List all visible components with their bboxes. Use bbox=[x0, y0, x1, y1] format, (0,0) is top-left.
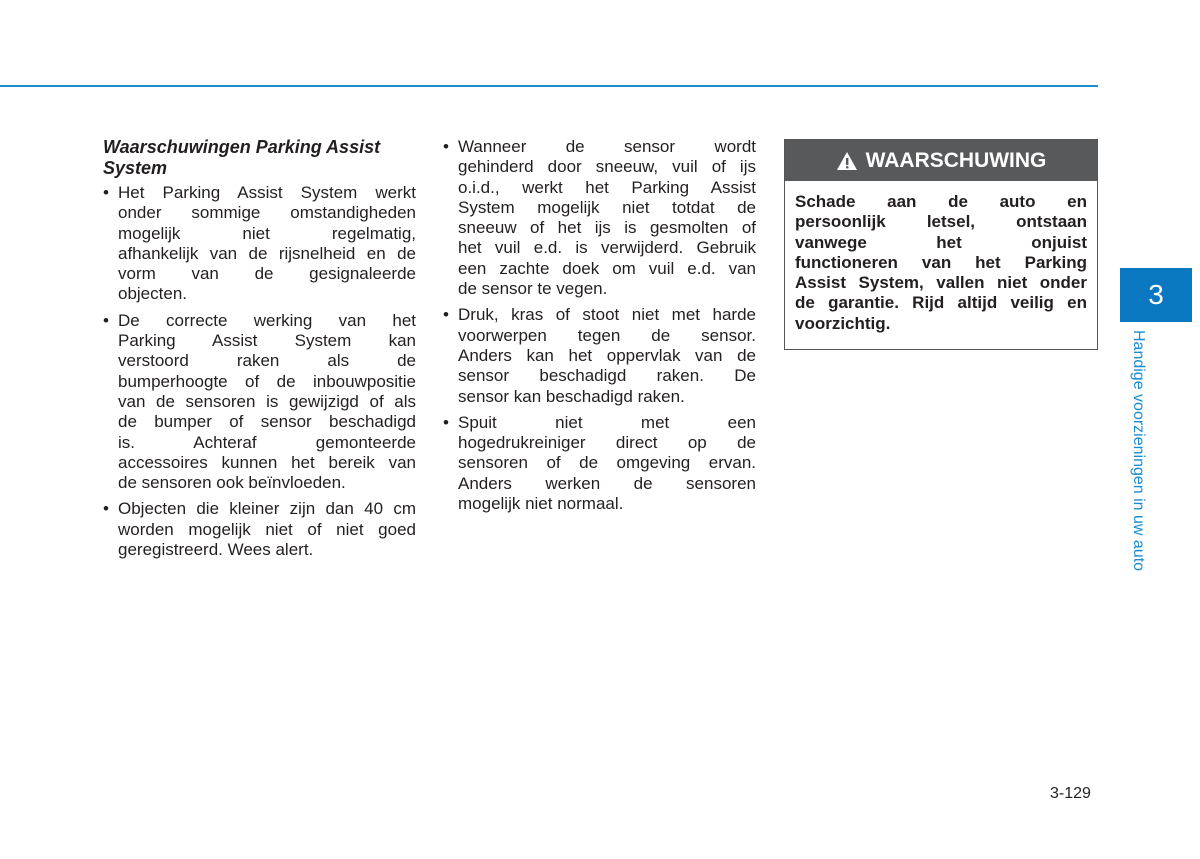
text-line: vorm van de gesignaleerde bbox=[118, 264, 416, 284]
warning-title: WAARSCHUWING bbox=[865, 148, 1047, 172]
text-line: Anders kan het oppervlak van de bbox=[458, 345, 756, 365]
text-line: de bumper of sensor beschadigd bbox=[118, 412, 416, 432]
text-line: Druk, kras of stoot niet met harde bbox=[458, 305, 756, 325]
text-line: sneeuw of het ijs is gesmolten of bbox=[458, 218, 756, 238]
text-line: is. Achteraf gemonteerde bbox=[118, 432, 416, 452]
bullet-dot: • bbox=[443, 305, 449, 325]
text-line: afhankelijk van de rijsnelheid en de bbox=[118, 243, 416, 263]
bullet-dot: • bbox=[443, 137, 449, 156]
text-line: voorwerpen tegen de sensor. bbox=[458, 325, 756, 345]
bullet-list-left bbox=[103, 183, 416, 560]
text-line: Anders werken de sensoren bbox=[458, 473, 756, 493]
warning-line: persoonlijk letsel, ontstaan bbox=[795, 212, 1087, 232]
text-line: een zachte doek om vuil e.d. van bbox=[458, 258, 756, 278]
text-line: mogelijk niet normaal. bbox=[458, 494, 624, 514]
warning-text bbox=[785, 181, 1097, 334]
text-line: bumperhoogte of de inbouwpositie bbox=[118, 371, 416, 391]
chapter-tab bbox=[1120, 268, 1192, 322]
bullet-list-middle bbox=[443, 137, 756, 514]
text-line: de sensoren ook beïnvloeden. bbox=[118, 473, 346, 493]
column-middle bbox=[443, 137, 756, 520]
text-line: Het Parking Assist System werkt bbox=[118, 183, 416, 202]
warning-line: Schade aan de auto en bbox=[795, 192, 1087, 211]
text-line: geregistreerd. Wees alert. bbox=[118, 540, 314, 560]
text-line: objecten. bbox=[118, 284, 187, 304]
header-rule bbox=[0, 85, 1098, 87]
page-number: 3-129 bbox=[1050, 785, 1091, 802]
warning-header bbox=[785, 140, 1097, 181]
text-line: Spuit niet met een bbox=[458, 412, 756, 432]
bullet-dot: • bbox=[103, 183, 109, 202]
text-line: verstoord raken als de bbox=[118, 351, 416, 371]
chapter-number: 3 bbox=[1148, 279, 1164, 310]
text-line: sensor kan beschadigd raken. bbox=[458, 386, 685, 406]
text-line: Wanneer de sensor wordt bbox=[458, 137, 756, 156]
list-item bbox=[103, 311, 416, 494]
warning-line: voorzichtig. bbox=[795, 313, 891, 333]
text-line: accessoires kunnen het bereik van bbox=[118, 452, 416, 472]
warning-line: de garantie. Rijd altijd veilig en bbox=[795, 293, 1087, 313]
text-line: worden mogelijk niet of niet goed bbox=[118, 519, 416, 539]
heading-line: Waarschuwingen Parking Assist bbox=[103, 137, 381, 157]
chapter-title: Handige voorzieningen in uw auto bbox=[1130, 330, 1147, 572]
warning-line: functioneren van het Parking bbox=[795, 252, 1087, 272]
text-line: Parking Assist System kan bbox=[118, 331, 416, 351]
text-line: mogelijk niet regelmatig, bbox=[118, 223, 416, 243]
text-line: Objecten die kleiner zijn dan 40 cm bbox=[118, 499, 416, 519]
list-item bbox=[103, 183, 416, 305]
text-line: sensor beschadigd raken. De bbox=[458, 366, 756, 386]
bullet-dot: • bbox=[103, 499, 109, 519]
text-line: gehinderd door sneeuw, vuil of ijs bbox=[458, 157, 756, 177]
text-line: de sensor te vegen. bbox=[458, 279, 608, 299]
warning-line: Assist System, vallen niet onder bbox=[795, 273, 1087, 293]
text-line: System mogelijk niet totdat de bbox=[458, 197, 756, 217]
list-item bbox=[103, 499, 416, 560]
text-line: het vuil e.d. is verwijderd. Gebruik bbox=[458, 238, 756, 258]
text-line: van de sensoren is gewijzigd of als bbox=[118, 391, 416, 411]
text-line: De correcte werking van het bbox=[118, 310, 416, 330]
list-item bbox=[443, 137, 756, 299]
heading-line: System bbox=[103, 158, 168, 178]
warning-triangle-icon bbox=[836, 151, 858, 171]
text-line: onder sommige omstandigheden bbox=[118, 203, 416, 223]
text-line: hogedrukreiniger direct op de bbox=[458, 433, 756, 453]
bullet-dot: • bbox=[443, 412, 449, 432]
text-line: sensoren of de omgeving ervan. bbox=[458, 453, 756, 473]
text-line: o.i.d., werkt het Parking Assist bbox=[458, 177, 756, 197]
warning-line: vanwege het onjuist bbox=[795, 232, 1087, 252]
column-left bbox=[103, 137, 416, 566]
warning-box bbox=[784, 139, 1098, 350]
bullet-dot: • bbox=[103, 310, 109, 330]
list-item bbox=[443, 305, 756, 406]
section-heading bbox=[103, 137, 416, 179]
list-item bbox=[443, 413, 756, 514]
